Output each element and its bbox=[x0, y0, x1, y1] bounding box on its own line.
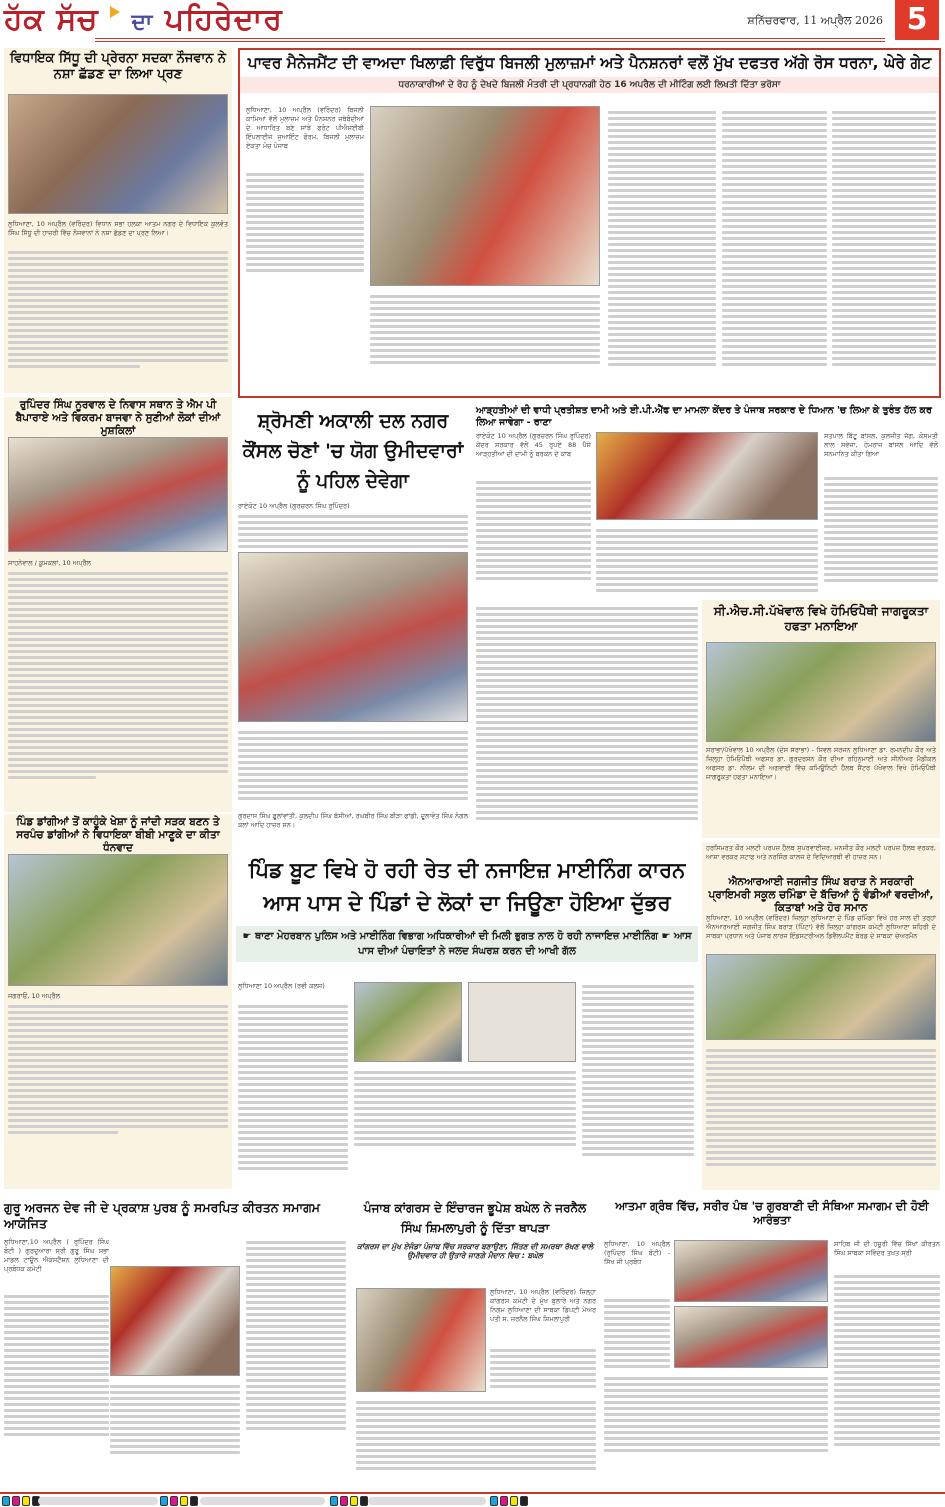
cyan-swatch bbox=[2, 1496, 10, 1506]
story-text-lines bbox=[706, 1046, 936, 1169]
page-number: 5 bbox=[895, 0, 939, 40]
footer-rule bbox=[0, 1492, 945, 1494]
story-photo bbox=[8, 94, 228, 214]
logo-part-1: ਹੱਕ ਸੱਚ bbox=[4, 2, 99, 37]
document-photo bbox=[468, 982, 576, 1062]
story-guru-arjan bbox=[2, 1196, 348, 1488]
story-text-lines bbox=[604, 1296, 670, 1371]
cyan-swatch bbox=[160, 1496, 168, 1506]
story-body: ਲੁਧਿਆਣਾ, 10 ਅਪ੍ਰੈਲ (ਵਰਿੰਦਰ) ਜ਼ਿਲ੍ਹਾ ਕਾਂਗਰਸ ਕਮੇਟੀ ਦੇ ਮੁੱਖ ਬੁਲਾਰੇ ਅਤੇ ਨਗਰ ਨਿਗਮ ਲੁਧਿਆਣਾ ਦੀ ਸਾਬਕਾ ਡਿਪਟੀ ਮੇਅਰ ਪਤੀ ਸ. ਜਰਨੈਲ ਸਿੰਘ ਸ਼ਿਮਲਾਪੁਰੀ bbox=[490, 1288, 596, 1323]
magenta-swatch bbox=[12, 1496, 20, 1506]
story-text-lines bbox=[824, 474, 938, 585]
story-mining bbox=[236, 842, 698, 1192]
story-photo bbox=[238, 552, 468, 722]
story-headline: ਆੜ੍ਹਤੀਆਂ ਦੀ ਵਾਧੀ ਪ੍ਰਤੀਸ਼ਤ ਦਾਮੀ ਅਤੇ ਈ.ਪੀ.ਐੱਫ ਦਾ ਮਾਮਲਾ ਕੇਂਦਰ ਤੇ ਪੰਜਾਬ ਸਰਕਾਰ ਦੇ ਧਿਆਨ 'ਚ ਲਿਆ ਕੇ ਤੁਰੰਤ ਹੱਲ ਕਰ ਲਿਆ ਜਾਵੇਗਾ - ਰਾਣਾ bbox=[476, 405, 932, 428]
story-arhtiya bbox=[474, 402, 940, 602]
story-akali bbox=[236, 402, 470, 842]
story-text-lines bbox=[604, 1374, 828, 1455]
story-atma bbox=[602, 1196, 942, 1488]
story-headline: ਪਿੰਡ ਬੂਟ ਵਿਖੇ ਹੋ ਰਹੀ ਰੇਤ ਦੀ ਨਜਾਇਜ਼ ਮਾਈਨਿੰਗ ਕਾਰਨ ਆਸ ਪਾਸ ਦੇ ਪਿੰਡਾਂ ਦੇ ਲੋਕਾਂ ਦਾ ਜਿਊਣਾ ਹੋਇਆ ਦੁੱਭਰ bbox=[248, 858, 686, 915]
story-nurwal bbox=[4, 397, 232, 812]
story-photo-2 bbox=[674, 1306, 828, 1368]
lead-text-lines bbox=[608, 108, 716, 369]
story-lead-power bbox=[238, 48, 941, 398]
footer-bar bbox=[200, 1497, 325, 1505]
story-headline: ਵਿਧਾਇਕ ਸਿੱਧੂ ਦੀ ਪ੍ਰੇਰਨਾ ਸਦਕਾ ਨੌਜਵਾਨ ਨੇ ਨਸ਼ਾ ਛੱਡਣ ਦਾ ਲਿਆ ਪ੍ਰਣ bbox=[9, 51, 227, 83]
story-body: ਲੁਧਿਆਣਾ, 10 ਅਪ੍ਰੈਲ (ਵਰਿੰਦਰ) ਜ਼ਿਲ੍ਹਾ ਲੁਧਿਆਣਾ ਦੇ ਪਿੰਡ ਚਮਿੰਡਾ ਵਿਖੇ ਹਰ ਸਾਲ ਦੀ ਤਰ੍ਹਾਂ ਐਨਆਰਆਈ ਜਗਜੀਤ ਸਿੰਘ ਬਰਾੜ (ਪਿੰਟਾ) ਵੱਲੋਂ ਜ਼ਿਲ੍ਹਾ ਕਾਂਗਰਸ ਕਮੇਟੀ ਲੁਧਿਆਣਾ ਸ਼ਹਿਰੀ ਦੇ ਸਾਬਕਾ ਪ੍ਰਧਾਨ ਅਤੇ ਪੰਜਾਬ ਲਾਰਜ ਇੰਡਸਟਰੀਅਲ ਡਿਵੈਲਪਮੈਂਟ ਬੋਰਡ ਦੇ ਸਾਬਕਾ ਚੇਅਰਮੈਨ bbox=[706, 914, 936, 940]
masthead-rule bbox=[95, 38, 885, 39]
story-headline: ਆਤਮਾ ਗ੍ਰੰਥ ਵਿੱਚ, ਸਰੀਰ ਪੰਥ 'ਚ ਗੁਰਬਾਣੀ ਦੀ ਸੰਥਿਆ ਸਮਾਗਮ ਦੀ ਹੋਈ ਆਰੰਭਤਾ bbox=[602, 1196, 942, 1231]
story-body: ਸਾਹਨੇਵਾਲ / ਕੂਮਕਲਾਂ, 10 ਅਪ੍ਰੈਲ bbox=[8, 559, 91, 567]
cyan-swatch bbox=[330, 1496, 338, 1506]
mining-bullet-2: ਆਸ ਪਾਸ ਦੀਆਂ ਪੰਚਾਇਤਾਂ ਨੇ ਜਲਦ ਸੰਘਰਸ਼ ਕਰਨ ਦੀ ਆਖੀ ਗੱਲ bbox=[358, 931, 692, 957]
story-text-lines bbox=[354, 1068, 576, 1149]
lead-text-lines bbox=[722, 108, 827, 369]
story-body: ਸਰਾਭਾ/ਪੱਖੋਵਾਲ 10 ਅਪ੍ਰੈਲ (ਦੇਸ ਸਰਾਭਾ) - ਸਿਵਲ ਸਰਜਨ ਲੁਧਿਆਣਾ ਡਾ. ਰਮਨਦੀਪ ਕੌਰ ਅਤੇ ਜ਼ਿਲ੍ਹਾ ਹੋਮਿਓਪੈਥੀ ਅਫਸਰ ਡਾ. ਗੁਰਦਰਸ਼ਨ ਕੌਰ ਦੀਆ ਰਹਿਨੁਮਾਈ ਅਤੇ ਸੀਨੀਅਰ ਮੈਡੀਕਲ ਅਫਸਰ ਡਾ. ਨੀਲਮ ਦੀ ਅਗਵਾਈ ਵਿੱਚ ਕਮਿਊਨਿਟੀ ਹੈਲਥ ਸੈਂਟਰ ਪੱਖੋਵਾਲ ਵਿਖੇ ਹੋਮਿਓਪੈਥੀ ਜਾਗਰੂਕਤਾ ਹਫਤਾ ਮਨਾਇਆ। bbox=[706, 746, 936, 781]
black-swatch bbox=[190, 1496, 198, 1506]
registration-marks bbox=[2, 1496, 40, 1506]
magenta-swatch bbox=[340, 1496, 348, 1506]
story-side-text: ਸਤਪਾਲ ਬਿੱਟੂ ਬਾਂਸਲ, ਕੁਲਜੀਤ ਜੱਗ, ਕੋਸਮਤੀ ਲਾਲ ਸਵੇਜਾ, ਹੇਮਰਾਜ ਬਾਂਸਲ ਆਦਿ ਵੱਲੋਂ ਸਨਮਾਨਿਤ ਕੀਤਾ ਗਿਆ bbox=[824, 432, 938, 458]
newspaper-logo bbox=[4, 2, 283, 37]
footer-bar bbox=[368, 1497, 486, 1505]
story-text-lines bbox=[490, 1346, 596, 1391]
story-body: ਰਾਏਕੋਟ 10 ਅਪ੍ਰੈਲ (ਗੁਰਚਰਨ ਸਿੰਘ ਰੁਪਿੰਦਰ) ਕੇਂਦਰ ਸਰਕਾਰ ਵੱਲੋਂ 45 ਰੁਪਏ 88 ਪੈਸੇ ਆੜ੍ਹਤੀਆਂ ਦੀ ਦਾਮੀ ਨੂੰ ਬਰਕਨ ਦੇ ਕਾਬ bbox=[476, 432, 591, 458]
story-sidhu bbox=[4, 48, 232, 393]
logo-part-3: ਪਹਿਰੇਦਾਰ bbox=[164, 2, 283, 37]
story-photo-1 bbox=[674, 1240, 828, 1302]
story-homeopathy bbox=[702, 600, 940, 838]
story-text-lines bbox=[238, 512, 468, 551]
magenta-swatch bbox=[500, 1496, 508, 1506]
story-photo bbox=[8, 437, 228, 552]
story-text-lines bbox=[8, 1002, 228, 1137]
story-side-text: ਸਾਹਿਬ ਜੀ ਦੀ ਹਜ਼ੂਰੀ ਵਿੱਚ ਸਿੱਖਾਂ ਕੀਰਤਨ ਸਿੰਘ ਸਾਬਕਾ ਸਵਿੰਦਰ ਤਖ਼ਤ ਸ੍ਰੀ bbox=[834, 1240, 940, 1257]
mining-bullet-1: ਥਾਣਾ ਮੇਹਰਬਾਨ ਪੁਲਿਸ ਅਤੇ ਮਾਈਨਿੰਗ ਵਿਭਾਗ ਅਧਿਕਾਰੀਆਂ ਦੀ ਮਿਲੀ ਭੁਗਤ ਨਾਲ ਹੋ ਰਹੀ ਨਾਜਾਇਜ਼ ਮਾਈਨਿੰਗ bbox=[254, 931, 659, 942]
story-text-lines bbox=[596, 526, 818, 595]
story-headline: ਪਿੰਡ ਡਾਂਗੀਆਂ ਤੋਂ ਕਾਹੂੰਕੇ ਖੇਸ਼ਾ ਨੂੰ ਜਾਂਦੀ ਸੜਕ ਬਣਨ ਤੇ ਸਰਪੰਚ ਡਾਂਗੀਆਂ ਨੇ ਵਿਧਾਇਕਾ ਬੀਬੀ ਮਾਣੂਕੇ ਦਾ ਕੀਤਾ ਧੰਨਵਾਦ bbox=[16, 816, 220, 855]
story-photo bbox=[110, 1266, 240, 1376]
yellow-swatch bbox=[22, 1496, 30, 1506]
cyan-swatch bbox=[490, 1496, 498, 1506]
arhtiya-continued-lines bbox=[476, 604, 698, 823]
story-photo bbox=[354, 982, 462, 1062]
story-text-lines bbox=[8, 248, 228, 371]
registration-marks bbox=[330, 1496, 368, 1506]
yellow-swatch bbox=[510, 1496, 518, 1506]
story-footer-text: ਹਰਸਿਮਰਤ ਕੌਰ ਮਲਟੀ ਪਰਪਜ਼ ਹੈਲਥ ਸੁਪਰਵਾਈਜ਼ਰ, ਮਨਜੀਤ ਕੌਰ ਮਲਟੀ ਪਰਪਜ਼ ਹੈਲਥ ਵਰਕਰ, ਆਸ਼ਾ ਵਰਕਰ ਸਟਾਫ ਅਤੇ ਨਰਸਿੰਗ ਕਾਲਜ ਦੇ ਵਿਦਿਆਰਥੀ ਵੀ ਹਾਜ਼ਰ ਸਨ। bbox=[706, 844, 936, 861]
story-photo bbox=[706, 642, 936, 742]
story-text-lines bbox=[834, 1272, 940, 1449]
pointing-hand-icon: ☛ bbox=[242, 931, 255, 942]
story-text-lines bbox=[582, 982, 694, 1159]
story-text-lines bbox=[8, 569, 228, 782]
story-body: ਜਗਰਾਓਂ, 10 ਅਪ੍ਰੈਲ bbox=[8, 992, 60, 1000]
story-text-lines bbox=[356, 1398, 596, 1473]
lead-subhead: ਧਰਨਾਕਾਰੀਆਂ ਦੇ ਰੋਹ ਨੂੰ ਦੇਖਦੇ ਬਿਜਲੀ ਮੰਤਰੀ ਦੀ ਪ੍ਰਧਾਨਗੀ ਹੇਠ 16 ਅਪਰੈਲ ਦੀ ਮੀਟਿੰਗ ਲਈ ਲਿਖਤੀ ਦਿੱਤਾ ਭਰੋਸਾ bbox=[240, 77, 939, 93]
story-body: ਲੁਧਿਆਣਾ,10 ਅਪ੍ਰੈਲ ( ਰੁਪਿੰਦਰ ਸਿੰਘ ਬੰਟੀ ) ਗੁਰਦੁਆਰਾ ਸ੍ਰੀ ਗੁਰੂ ਸਿੰਘ ਸਭਾ ਮਾਡਲ ਟਾਊਨ ਐਕਸਟੈਂਸ਼ਨ ਲੁਧਿਆਣਾ ਦੀ ਪ੍ਰਬੰਧਕ ਕਮੇਟੀ bbox=[4, 1238, 109, 1273]
black-swatch bbox=[360, 1496, 368, 1506]
mining-highlights bbox=[236, 926, 698, 962]
story-text-lines bbox=[238, 1002, 348, 1173]
story-photo bbox=[356, 1288, 486, 1392]
story-subhead: ਕਾਂਗਰਸ ਦਾ ਮੁੱਖ ਏਜੰਡਾ ਪੰਜਾਬ ਵਿੱਚ ਸਰਕਾਰ ਬਣਾਉਣਾ, ਜਿੱਤਣ ਦੀ ਸਮਰਥਾ ਰੱਖਣ ਵਾਲੇ ਉਮੀਦਵਾਰ ਹੀ ਉਤਾਰੇ ਜਾਣਗੇ ਮੈਦਾਨ ਵਿਚ : ਬਘੇਲ bbox=[356, 1242, 594, 1261]
story-body: ਲੁਧਿਆਣਾ, 10 ਅਪ੍ਰੈਲ (ਵਰਿੰਦਰ) ਵਿਧਾਨ ਸਭਾ ਹਲਕਾ ਆਤਮ ਨਗਰ ਦੇ ਵਿਧਾਇਕ ਕੁਲਵੰਤ ਸਿੰਘ ਸਿੱਧੂ ਦੀ ਹਾਜ਼ਰੀ ਵਿੱਚ ਨੌਜਵਾਨਾਂ ਨੇ ਨਸ਼ਾ ਛੱਡਣ ਦਾ ਪ੍ਰਣ ਲਿਆ। bbox=[8, 220, 228, 237]
story-text-lines bbox=[4, 1292, 109, 1439]
story-body: ਲੁਧਿਆਣਾ 10 ਅਪ੍ਰੈਲ (ਰਵੀ ਕਲਸ) bbox=[238, 982, 325, 990]
footer-bar bbox=[38, 1497, 158, 1505]
yellow-swatch bbox=[350, 1496, 358, 1506]
story-footer-text: ਗੁਰਦਾਸ ਸਿੰਘ ਫੂਲਾਂਵਾਂਤੀ, ਕੁਲਦੀਪ ਸਿੰਘ ਬੱਸੀਆਂ, ਰਘਬੀਰ ਸਿੰਘ ਬੀੜਾ ਫਾਂਡੀ, ਦੂਲਾਵੰਤ ਸਿੰਘ ਨੰਗਲ ਕਲਾਂ ਆਦਿ ਹਾਜ਼ਰ ਸਨ। bbox=[238, 812, 468, 829]
lead-photo bbox=[370, 106, 600, 286]
black-swatch bbox=[520, 1496, 528, 1506]
masthead-rule bbox=[95, 41, 885, 42]
lead-text-lines bbox=[832, 108, 936, 369]
magenta-swatch bbox=[170, 1496, 178, 1506]
yellow-swatch bbox=[180, 1496, 188, 1506]
story-headline: ਸ਼੍ਰੋਮਣੀ ਅਕਾਲੀ ਦਲ ਨਗਰ ਕੌਂਸਲ ਚੋਣਾਂ 'ਚ ਯੋਗ ਉਮੀਦਵਾਰਾਂ ਨੂੰ ਪਹਿਲ ਦੇਵੇਗਾ bbox=[242, 410, 464, 492]
story-body: ਰਾਏਕੋਟ 10 ਅਪ੍ਰੈਲ (ਗੁਰਚਰਨ ਸਿੰਘ ਰੁਪਿੰਦਰ) bbox=[238, 502, 350, 510]
story-photo bbox=[8, 854, 228, 986]
issue-date: ਸ਼ਨਿੱਚਰਵਾਰ, 11 ਅਪ੍ਰੈਲ 2026 bbox=[747, 14, 883, 27]
story-dangian bbox=[4, 814, 232, 1189]
story-nri bbox=[702, 842, 940, 1190]
story-body: ਲੁਧਿਆਣਾ, 10 ਅਪ੍ਰੈਲ (ਰੁਪਿੰਦਰ ਸਿੰਘ ਬੰਟੀ) - ਸਿੱਖ ਜੀ ਪ੍ਰਬੰਧ bbox=[604, 1240, 670, 1266]
story-congress bbox=[352, 1196, 598, 1488]
flag-icon bbox=[110, 6, 120, 18]
registration-marks bbox=[160, 1496, 198, 1506]
story-text-lines bbox=[110, 1382, 240, 1457]
story-headline: ਐਨਆਰਆਈ ਜਗਜੀਤ ਸਿੰਘ ਬਰਾੜ ਨੇ ਸਰਕਾਰੀ ਪ੍ਰਾਇਮਰੀ ਸਕੂਲ ਚਮਿੰਡਾ ਦੇ ਬੱਚਿਆਂ ਨੂੰ ਵੰਡੀਆਂ ਵਰਦੀਆਂ, ਕਿਤਾਬਾਂ ਅਤੇ ਹੋਰ ਸਮਾਨ bbox=[708, 876, 934, 915]
story-headline: ਪੰਜਾਬ ਕਾਂਗਰਸ ਦੇ ਇੰਚਾਰਜ ਭੂਪੇਸ਼ ਬਘੇਲ ਨੇ ਜਰਨੈਲ ਸਿੰਘ ਸ਼ਿਮਲਾਪੁਰੀ ਨੂੰ ਦਿੱਤਾ ਥਾਪੜਾ bbox=[363, 1201, 587, 1235]
pointing-hand-icon: ☛ bbox=[661, 931, 674, 942]
story-photo bbox=[706, 954, 936, 1040]
story-text-lines bbox=[246, 1238, 346, 1433]
lead-body: ਲੁਧਿਆਣਾ, 10 ਅਪ੍ਰੈਲ (ਵਰਿੰਦਰ) ਬਿਜਲੀ ਕਾਮਿਆਂ ਵੱਲੋਂ ਮੁਲਾਜ਼ਮ ਅਤੇ ਪੈਨਸ਼ਨਰ ਜਥੇਬੰਦੀਆਂ ਦੇ ਆਧਾਰਿਤ ਬਣੇ ਸਾਂਝੇ ਫਰੰਟ ਪੀਐਸਈਬੀ ਇੰਪਲਾਈਜ਼ ਜੁਆਇੰਟ ਫੋਰਮ, ਬਿਜਲੀ ਮੁਲਾਜ਼ਮ ਏਕਤਾ ਮੰਚ ਪੰਜਾਬ bbox=[246, 106, 364, 150]
logo-part-2: ਦਾ bbox=[131, 10, 154, 35]
story-headline: ਸੀ.ਐਚ.ਸੀ.ਪੱਖੋਵਾਲ ਵਿਖੇ ਹੋਮਿਓਪੈਥੀ ਜਾਗਰੂਕਤਾ ਹਫਤਾ ਮਨਾਇਆ bbox=[713, 604, 929, 633]
story-text-lines bbox=[238, 728, 468, 803]
story-headline: ਗੁਰੂ ਅਰਜਨ ਦੇਵ ਜੀ ਦੇ ਪ੍ਰਕਾਸ਼ ਪੁਰਬ ਨੂੰ ਸਮਰਪਿਤ ਕੀਰਤਨ ਸਮਾਗਮ ਆਯੋਜਿਤ bbox=[4, 1200, 321, 1231]
story-photo bbox=[596, 432, 818, 520]
lead-text-lines bbox=[246, 170, 364, 275]
lead-headline: ਪਾਵਰ ਮੈਨੇਜਮੈਂਟ ਦੀ ਵਾਅਦਾ ਖਿਲਾਫ਼ੀ ਵਿਰੁੱਧ ਬਿਜਲੀ ਮੁਲਾਜ਼ਮਾਂ ਅਤੇ ਪੈਨਸ਼ਨਰਾਂ ਵਲੋਂ ਮੁੱਖ ਦਫਤਰ ਅੱਗੇ ਰੋਸ ਧਰਨਾ, ਘੇਰੇ ਗੇਟ bbox=[247, 54, 932, 72]
lead-text-lines bbox=[370, 292, 600, 367]
registration-marks bbox=[490, 1496, 528, 1506]
story-text-lines bbox=[476, 478, 591, 583]
story-headline: ਰੁਪਿੰਦਰ ਸਿੰਘ ਨੂਰਵਾਲ ਦੇ ਨਿਵਾਸ ਸਥਾਨ ਤੇ ਐਮ ਪੀ ਬੈਪਾਰਾਏ ਅਤੇ ਵਿਕਰਮ ਬਾਜਵਾ ਨੇ ਸੁਣੀਆਂ ਲੋਕਾਂ ਦੀਆਂ ਮੁਸ਼ਕਿਲਾਂ bbox=[15, 399, 221, 438]
